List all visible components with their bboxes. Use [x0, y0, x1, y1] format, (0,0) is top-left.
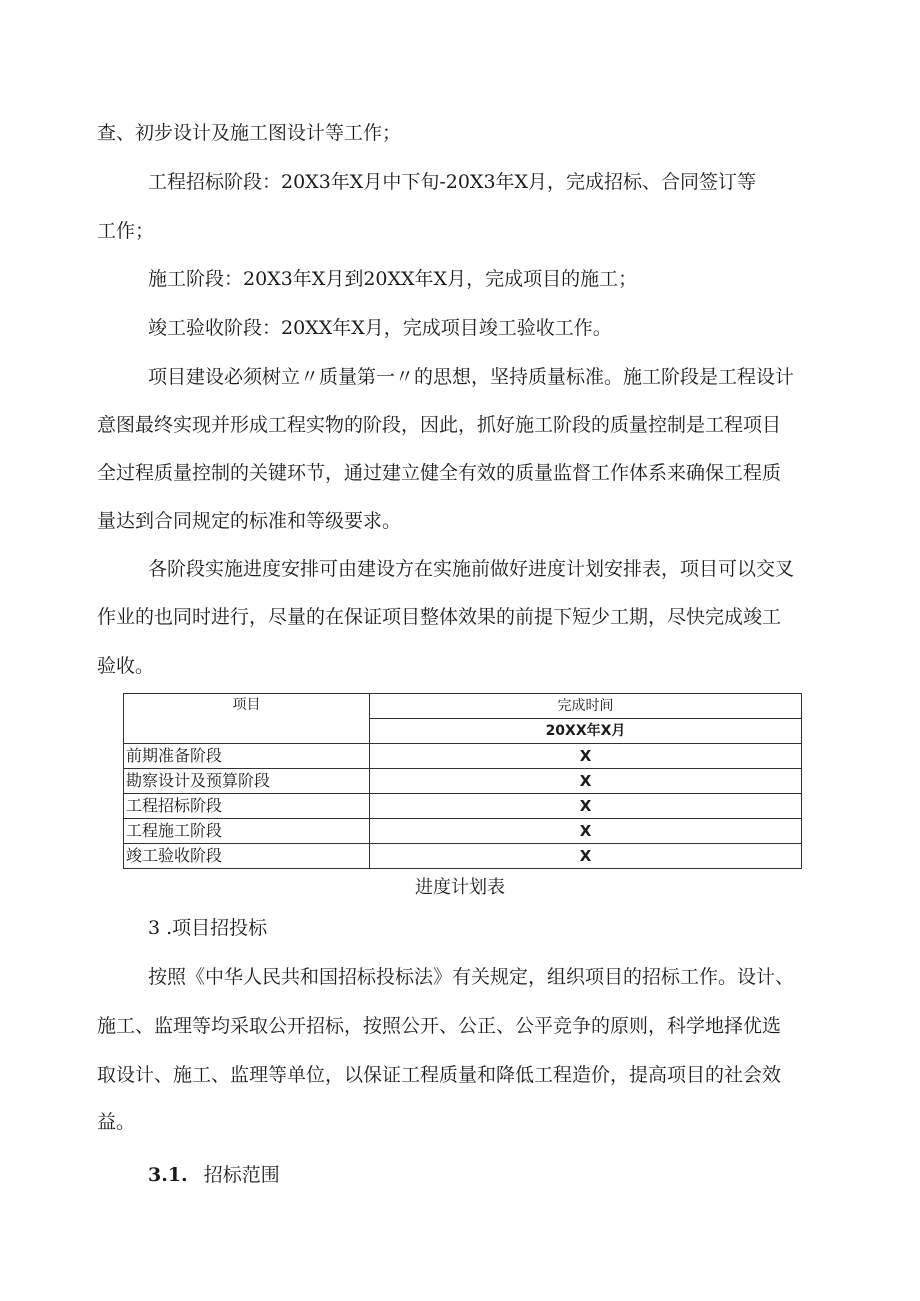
table-row: [124, 819, 802, 844]
paragraph-line: 查、初步设计及施工图设计等工作；: [97, 122, 402, 144]
subsection-heading: [148, 1163, 280, 1187]
col-time-header: 完成时间: [370, 694, 802, 719]
row-name: 勘察设计及预算阶段: [124, 769, 370, 794]
paragraph-line: 益。: [97, 1111, 136, 1133]
table-row: [124, 744, 802, 769]
table-row: [124, 794, 802, 819]
subsection-title: 招标范围: [203, 1164, 280, 1186]
paragraph-line: 施工阶段：20X3年X月到20XX年X月，完成项目的施工；: [148, 268, 638, 290]
row-value: X: [370, 844, 802, 869]
paragraph-line: 施工、监理等均采取公开招标，按照公开、公正、公平竞争的原则，科学地择优选: [97, 1015, 782, 1037]
row-value: X: [370, 794, 802, 819]
subsection-number: 3.1.: [148, 1164, 188, 1186]
row-value: X: [370, 769, 802, 794]
row-name: 工程施工阶段: [124, 819, 370, 844]
paragraph-line: 验收。: [97, 655, 155, 677]
section-heading: 3 .项目招投标: [148, 917, 268, 939]
table-header-row: [124, 694, 802, 719]
paragraph-line: 工程招标阶段：20X3年X月中下旬-20X3年X月，完成招标、合同签订等: [148, 171, 757, 193]
paragraph-line: 量达到合同规定的标准和等级要求。: [97, 510, 402, 532]
col-time-subheader: 20XX年X月: [370, 719, 802, 744]
paragraph-line: 全过程质量控制的关键环节，通过建立健全有效的质量监督工作体系来确保工程质: [97, 462, 782, 484]
paragraph-line: 作业的也同时进行，尽量的在保证项目整体效果的前提下短少工期，尽快完成竣工: [97, 606, 782, 628]
table-row: [124, 769, 802, 794]
row-name: 工程招标阶段: [124, 794, 370, 819]
paragraph-line: 取设计、施工、监理等单位，以保证工程质量和降低工程造价，提高项目的社会效: [97, 1064, 782, 1086]
paragraph-line: 各阶段实施进度安排可由建设方在实施前做好进度计划安排表，项目可以交叉: [148, 558, 795, 580]
paragraph-line: 竣工验收阶段：20XX年X月，完成项目竣工验收工作。: [148, 317, 612, 339]
paragraph-line: 工作；: [97, 220, 155, 242]
row-name: 竣工验收阶段: [124, 844, 370, 869]
table-row: [124, 844, 802, 869]
row-value: X: [370, 744, 802, 769]
row-name: 前期准备阶段: [124, 744, 370, 769]
row-value: X: [370, 819, 802, 844]
table-caption: 进度计划表: [415, 877, 505, 898]
col-project-header: 项目: [124, 694, 370, 744]
schedule-table: [123, 693, 802, 869]
paragraph-line: 意图最终实现并形成工程实物的阶段，因此，抓好施工阶段的质量控制是工程项目: [97, 414, 782, 436]
paragraph-line: 按照《中华人民共和国招标投标法》有关规定，组织项目的招标工作。设计、: [148, 966, 795, 988]
paragraph-line: 项目建设必须树立〃质量第一〃的思想，坚持质量标准。施工阶段是工程设计: [148, 366, 795, 388]
